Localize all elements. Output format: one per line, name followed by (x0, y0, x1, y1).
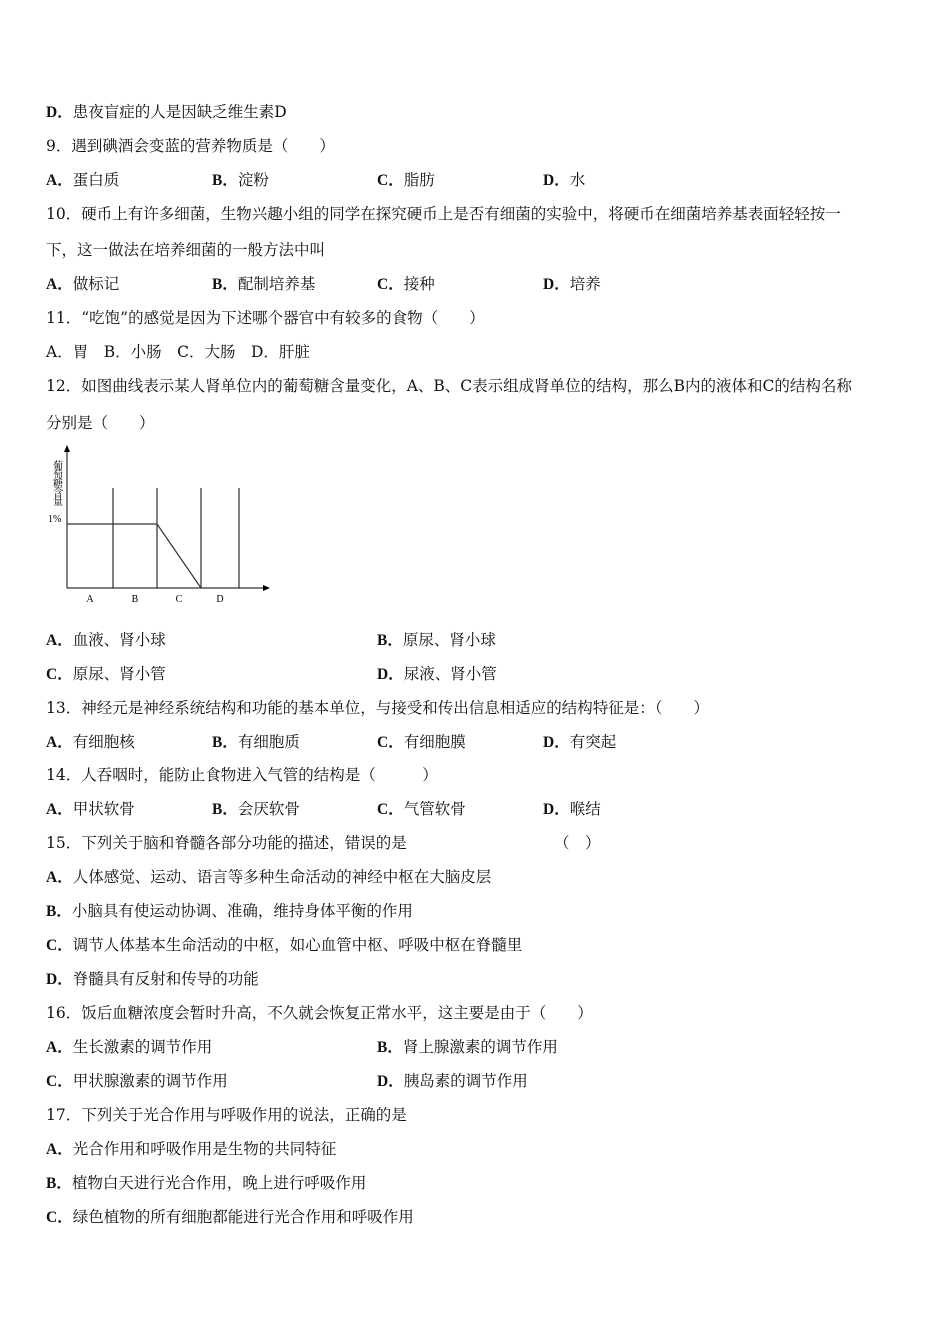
option-text: 培养 (569, 275, 601, 293)
question-text: 17．下列关于光合作用与呼吸作用的说法，正确的是 (46, 1106, 407, 1124)
answer-option[interactable] (377, 630, 496, 651)
option-text: 原尿、肾小管 (72, 665, 166, 683)
option-text: 做标记 (72, 275, 120, 293)
answer-option[interactable] (543, 799, 601, 820)
glucose-chart (0, 0, 950, 620)
option-text: 甲状软骨 (72, 800, 135, 818)
option-text: 调节人体基本生命活动的中枢，如心血管中枢、呼吸中枢在脊髓里 (72, 936, 523, 954)
y-axis-label: 葡萄糖含量 (50, 460, 62, 505)
answer-option[interactable] (377, 799, 466, 820)
question-text: 16．饭后血糖浓度会暂时升高，不久就会恢复正常水平，这主要是由于（ ） (46, 1004, 593, 1022)
option-text: 接种 (403, 275, 435, 293)
option-label: A． (46, 1039, 73, 1056)
answer-option[interactable] (46, 732, 135, 753)
question-text: 11．“吃饱”的感觉是因为下述哪个器官中有较多的食物（ ） (46, 309, 485, 327)
question-text: 分别是（ ） (46, 414, 155, 432)
option-text: 有细胞核 (72, 733, 135, 751)
option-text: 喉结 (569, 800, 601, 818)
question-text: 13．神经元是神经系统结构和功能的基本单位，与接受和传出信息相适应的结构特征是：（ ） (46, 699, 709, 717)
option-label: C． (46, 666, 73, 683)
answer-option[interactable] (377, 1071, 528, 1092)
option-label: D． (543, 801, 570, 818)
option-text: 患夜盲症的人是因缺乏维生素D (72, 103, 287, 121)
option-text: 蛋白质 (72, 171, 120, 189)
option-text: 肾上腺激素的调节作用 (402, 1038, 558, 1056)
option-label: C． (377, 172, 404, 189)
option-text: 气管软骨 (403, 800, 466, 818)
question-text: 10．硬币上有许多细菌，生物兴趣小组的同学在探究硬币上是否有细菌的实验中，将硬币在细菌培养基表面轻轻按一 (46, 205, 841, 223)
answer-option[interactable] (46, 1037, 212, 1058)
option-label: A． (46, 869, 73, 886)
glucose-line (67, 524, 239, 588)
answer-option[interactable] (46, 630, 166, 651)
option-label: B． (212, 801, 238, 818)
answer-option[interactable] (377, 1037, 558, 1058)
option-label: D． (543, 172, 570, 189)
x-tick-label: A (86, 594, 94, 605)
question-text: 15．下列关于脑和脊髓各部分功能的描述，错误的是 （ ） (46, 834, 601, 852)
option-label: C． (377, 734, 404, 751)
answer-option[interactable] (543, 732, 616, 753)
question-text: 9．遇到碘酒会变蓝的营养物质是（ ） (46, 137, 335, 155)
option-label: A． (46, 1141, 73, 1158)
option-text: 尿液、肾小管 (403, 665, 497, 683)
option-text: 生长激素的调节作用 (72, 1038, 213, 1056)
answer-option[interactable] (46, 867, 491, 888)
option-label: C． (46, 1073, 73, 1090)
option-text: 胰岛素的调节作用 (403, 1072, 528, 1090)
question-text: 下，这一做法在培养细菌的一般方法中叫 (46, 241, 326, 259)
option-text: 有细胞膜 (403, 733, 466, 751)
answer-option[interactable] (46, 1207, 414, 1228)
option-text: 会厌软骨 (237, 800, 300, 818)
option-label: B． (212, 172, 238, 189)
answer-option[interactable] (212, 799, 300, 820)
answer-option[interactable] (46, 901, 413, 922)
option-text: 有突起 (569, 733, 617, 751)
option-label: C． (377, 801, 404, 818)
option-text: 脂肪 (403, 171, 435, 189)
answer-option[interactable] (46, 1071, 228, 1092)
x-tick-label: C (175, 594, 183, 605)
option-label: B． (377, 1039, 403, 1056)
option-text: 绿色植物的所有细胞都能进行光合作用和呼吸作用 (72, 1208, 414, 1226)
option-text: 人体感觉、运动、语言等多种生命活动的神经中枢在大脑皮层 (72, 868, 492, 886)
option-label: A． (46, 172, 73, 189)
option-label: B． (377, 632, 403, 649)
option-label: A． (46, 801, 73, 818)
answer-option[interactable] (46, 1173, 366, 1194)
question-text: 12．如图曲线表示某人肾单位内的葡萄糖含量变化，A、B、C表示组成肾单位的结构，那么B内的液体和C的结构名称 (46, 377, 852, 395)
option-text: 植物白天进行光合作用，晚上进行呼吸作用 (71, 1174, 367, 1192)
x-axis-arrow (263, 585, 270, 591)
question-text: A．胃 B．小肠 C．大肠 D．肝脏 (46, 343, 310, 361)
answer-option[interactable] (46, 1139, 336, 1160)
option-label: B． (212, 734, 238, 751)
option-label: D． (543, 276, 570, 293)
option-label: C． (46, 1209, 73, 1226)
x-tick-label: D (216, 594, 224, 605)
option-label: A． (46, 276, 73, 293)
answer-option[interactable] (377, 664, 497, 685)
option-text: 水 (569, 171, 586, 189)
answer-option[interactable] (46, 969, 259, 990)
option-label: D． (46, 104, 73, 121)
option-text: 有细胞质 (237, 733, 300, 751)
option-label: D． (377, 1073, 404, 1090)
option-label: D． (543, 734, 570, 751)
option-label: D． (46, 971, 73, 988)
option-label: D． (377, 666, 404, 683)
option-label: A． (46, 632, 73, 649)
option-text: 原尿、肾小球 (402, 631, 496, 649)
answer-option[interactable] (46, 664, 166, 685)
option-text: 配制培养基 (237, 275, 316, 293)
answer-option[interactable] (46, 799, 135, 820)
answer-option[interactable] (46, 935, 522, 956)
y-axis-arrow (64, 445, 70, 452)
answer-option[interactable] (377, 732, 466, 753)
option-label: B． (212, 276, 238, 293)
option-text: 光合作用和呼吸作用是生物的共同特征 (72, 1140, 337, 1158)
question-text: 14．人吞咽时，能防止食物进入气管的结构是（ ） (46, 766, 438, 784)
answer-option[interactable] (212, 732, 300, 753)
option-label: C． (46, 937, 73, 954)
option-text: 小脑具有使运动协调、准确，维持身体平衡的作用 (71, 902, 413, 920)
option-text: 脊髓具有反射和传导的功能 (72, 970, 259, 988)
option-label: A． (46, 734, 73, 751)
option-text: 血液、肾小球 (72, 631, 166, 649)
option-text: 甲状腺激素的调节作用 (72, 1072, 228, 1090)
option-text: 淀粉 (237, 171, 269, 189)
y-tick-label: 1% (48, 514, 62, 525)
x-tick-label: B (131, 594, 139, 605)
option-label: B． (46, 1175, 72, 1192)
option-label: B． (46, 903, 72, 920)
option-label: C． (377, 276, 404, 293)
